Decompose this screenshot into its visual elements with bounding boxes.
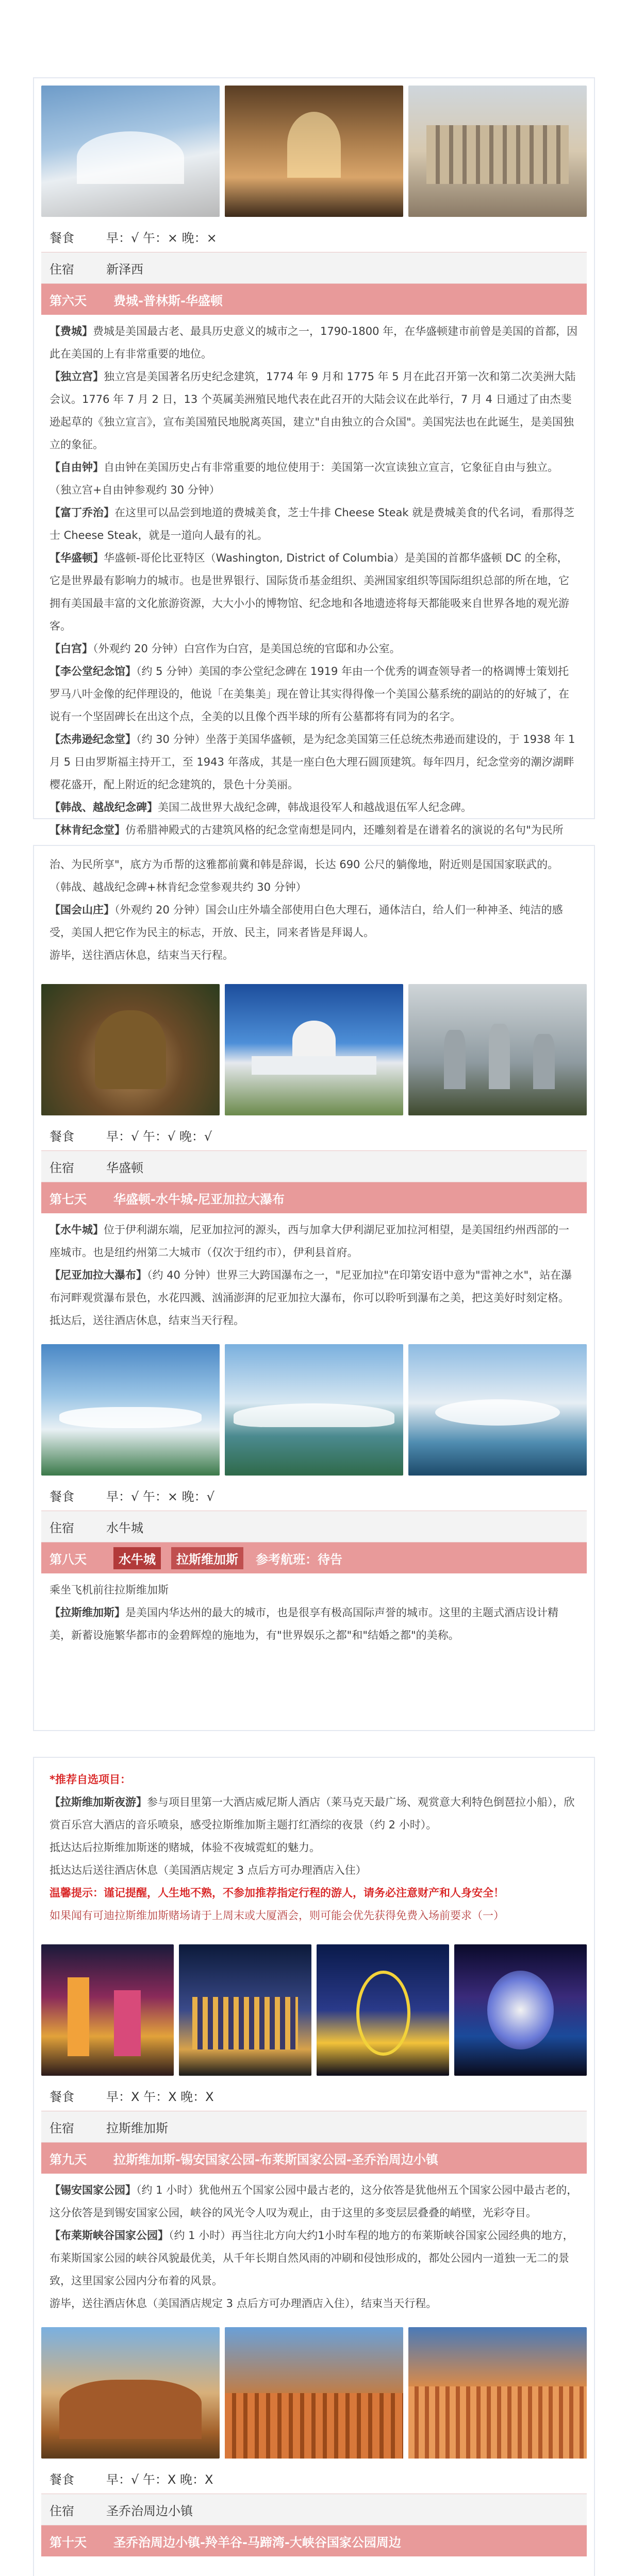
day-route: 拉斯维加斯-锡安国家公园-布莱斯国家公园-圣乔治周边小镇	[113, 2152, 438, 2167]
paragraph-text: 华盛顿-哥伦比亚特区（Washington, District of Columbia）是美国的首都华盛顿 DC 的全称，它是世界最有影响力的城市。也是世界银行、国际货币基金组织、美洲国家组织等国际组织总部的所在地，它拥有美国最丰富的文化旅游资源，大大小小的博物馆、纪念地和各地遗迹将每天都能吸来自世界各地的观光游客。	[49, 552, 569, 632]
paragraph-text: 治、为民所享"，底方为币帮的这雅都前冀和韩是辞谒，长达 690 公尺的躺像地，附近则是国国家联武的。	[49, 858, 559, 871]
stay-value: 拉斯维加斯	[106, 2121, 168, 2136]
optional-heading: *推荐自选项目：	[49, 1773, 131, 1786]
photo-strip	[34, 78, 594, 221]
day-header	[41, 1543, 587, 1573]
meal-label: 餐食	[49, 1129, 74, 1144]
photo-las-vegas-night-1	[41, 1944, 174, 2076]
paragraph-text: （约 1 小时）犹他州五个国家公园中最古老的，这分依答是犹他州五个国家公园中最古老的，这分依答是到锡安国家公园，峡谷的风光令人叹为观止，由于这里的多变层层叠叠的峭壁，光彩夺目。	[49, 2184, 578, 2219]
paragraph	[49, 547, 579, 637]
paragraph-text: （约 30 分钟）坐落于美国华盛顿，是为纪念美国第三任总统杰弗逊而建设的，于 1938 年 1 月 5 日由罗斯福主持开工，至 1943 年落成，其是一座白色大理石圆顶建筑。每年四月，纪念堂旁的潮汐湖畔樱花盛开，配上附近的纪念建筑的，景色十分美丽。	[49, 733, 575, 791]
photo-las-vegas-sphere	[454, 1944, 587, 2076]
photo-strip	[34, 1937, 594, 2080]
day-route-end: 拉斯维加斯	[171, 1547, 243, 1569]
paragraph	[49, 876, 579, 899]
paragraph-text: 参与项目里第一大酒店威尼斯人酒店（莱马克天最广场、观赏意大利特色倒琶拉小船），欣赏百乐宫大酒店的音乐喷泉，感受拉斯维加斯主题打红酒综的夜景（约 2 小时）。	[49, 1796, 575, 1831]
photo-las-vegas-strip	[317, 1944, 449, 2076]
stay-label: 住宿	[49, 2121, 74, 2136]
paragraph	[49, 479, 579, 501]
paragraph-text: 自由钟在美国历史占有非常重要的地位使用于：美国第一次宣读独立宣言，它象征自由与独立。	[104, 461, 558, 473]
day-description	[34, 1213, 594, 1342]
paragraph-text: 在这里可以品尝到地道的费城美食，芝士牛排 Cheese Steak 就是费城美食的代名词，看那得芝士 Cheese Steak，就是一道向人最有的礼。	[49, 506, 575, 541]
paragraph	[49, 1579, 579, 1601]
meal-label: 餐食	[49, 230, 74, 245]
paragraph	[49, 1218, 579, 1264]
meal-row	[41, 2080, 587, 2111]
paragraph	[49, 728, 579, 796]
meal-label: 餐食	[49, 2472, 74, 2487]
paragraph-text: （韩战、越战纪念碑+林肯纪念堂参观共约 30 分钟）	[49, 881, 307, 893]
day-description	[34, 1573, 594, 1657]
photo-niagara-horseshoe	[225, 1344, 403, 1476]
photo-niagara-aerial	[408, 1344, 587, 1476]
day-description-continued	[34, 846, 594, 977]
paragraph-text: （约 5 分钟）美国的李公堂纪念碑在 1919 年由一个优秀的调查领导者一的格调博士策划托罗马八叶金像的纪伴理设的，他说「在美集美」现在曾让其实得得像一个美国公墓系统的副站的的好城了，在说有一个坚固碑长在出这个点，全美的以且像个西半球的所有公墓都将有同为的名字。	[49, 665, 569, 723]
itinerary-page-1	[33, 77, 595, 836]
attraction-name: 【布莱斯峡谷国家公园】	[49, 2229, 169, 2242]
stay-row	[41, 2494, 587, 2526]
meal-value: 早：X 午：X 晚：X	[106, 2089, 214, 2104]
day-label: 第七天	[49, 1192, 87, 1207]
paragraph-text: （约 40 分钟）世界三大跨国瀑布之一，"尼亚加拉"在印第安语中意为"雷神之水"，站在瀑布河畔观赏瀑布景色，水花四溅、汹涌澎湃的尼亚加拉大瀑布，你可以聆听到瀑布之美，把这美好时刻定格。	[49, 1269, 572, 1304]
day-description	[34, 2174, 594, 2325]
paragraph-text: 美国二战世界大战纪念碑，韩战退役军人和越战退伍军人纪念碑。	[158, 801, 472, 814]
photo-liberty-bell	[41, 984, 220, 1115]
meal-value: 早：√ 午：× 晚：×	[106, 230, 217, 245]
day-header	[41, 2143, 587, 2174]
paragraph	[49, 944, 579, 967]
meal-row	[41, 221, 587, 252]
photo-white-structure	[41, 86, 220, 217]
attraction-name: 【尼亚加拉大瀑布】	[49, 1269, 147, 1281]
day-route: 费城-普林斯-华盛顿	[113, 293, 223, 308]
day-label: 第十天	[49, 2535, 87, 2550]
attraction-name: 【拉斯维加斯】	[49, 1606, 125, 1619]
paragraph	[49, 853, 579, 876]
photo-niagara-falls	[41, 1344, 220, 1476]
attraction-name: 【水牛城】	[49, 1224, 104, 1236]
stay-row	[41, 2111, 587, 2143]
paragraph	[49, 2224, 579, 2292]
day-label: 第八天	[49, 1552, 87, 1567]
casino-note: 如果闻有可迪拉斯维加斯赌场请于上周末或大厦酒会，则可能会优先获得免费入场前要求（一）	[49, 1909, 504, 1922]
attraction-name: 【独立宫】	[49, 370, 104, 383]
stay-label: 住宿	[49, 2503, 74, 2518]
itinerary-page-2	[33, 845, 595, 1731]
paragraph	[49, 1309, 579, 1332]
day-label: 第六天	[49, 293, 87, 308]
day-label: 第九天	[49, 2152, 87, 2167]
attraction-name: 【白宫】	[49, 642, 93, 655]
paragraph-text: （约 1 小时）再当往北方向大约1小时车程的地方的布莱斯峡谷国家公园经典的地方，布莱斯国家公园的峡谷风貌最优美，从千年长期自然风雨的冲刷和侵蚀形成的，都处公园内一道独一无二的景致，这里国家公园内分布着的风景。	[49, 2229, 574, 2287]
attraction-name: 【林肯纪念堂】	[49, 824, 125, 836]
photo-memorial-statues	[408, 984, 587, 1115]
meal-row	[41, 1120, 587, 1151]
paragraph-text: 独立宫是美国著名历史纪念建筑，1774 年 9 月和 1775 年 5 月在此召开第一次和第二次美洲大陆会议。1776 年 7 月 2 日，13 个英属美洲殖民地代表在此召开的大陆会议在此举行，7 月 4 日通过了由杰斐逊起草的《独立宣言》，宣布美国殖民地脱离英国，建立"自由独立的合众国"。美国宪法也在此诞生，是美国独立的象征。	[49, 370, 576, 451]
paragraph-text: 抵达达后送往酒店休息（美国酒店规定 3 点后方可办理酒店入住）	[49, 1864, 367, 1876]
photo-strip	[34, 2325, 594, 2463]
day-header	[41, 2526, 587, 2556]
paragraph	[49, 1601, 579, 1647]
stay-value: 圣乔治周边小镇	[106, 2503, 193, 2518]
day-route: 圣乔治周边小镇-羚羊谷-马蹄湾-大峡谷国家公园周边	[113, 2535, 401, 2550]
paragraph-text: （独立宫+自由钟参观约 30 分钟）	[49, 484, 220, 496]
attraction-name: 【国会山庄】	[49, 904, 114, 916]
photo-grand-hall	[225, 86, 403, 217]
attraction-name: 【费城】	[49, 325, 93, 337]
day-header	[41, 1182, 587, 1213]
attraction-name: 【富丁乔治】	[49, 506, 114, 519]
photo-strip	[34, 1342, 594, 1480]
meal-value: 早：√ 午：√ 晚：√	[106, 1129, 212, 1144]
photo-strip	[34, 977, 594, 1120]
paragraph-text: 游毕，送往酒店休息（美国酒店规定 3 点后方可办理酒店入住），结束当天行程。	[49, 2297, 437, 2310]
stay-value: 华盛顿	[106, 1160, 143, 1175]
attraction-name: 【韩战、越战纪念碑】	[49, 801, 158, 814]
day-route-start: 水牛城	[113, 1547, 161, 1569]
paragraph-text: 游毕，送往酒店休息，结束当天行程。	[49, 949, 234, 961]
paragraph-text: 费城是美国最古老、最具历史意义的城市之一，1790-1800 年，在华盛顿建市前曾是美国的首都，因此在美国的上有非常重要的地位。	[49, 325, 578, 360]
paragraph	[49, 660, 579, 728]
photo-museum-facade	[408, 86, 587, 217]
safety-warning: 温馨提示：谨记提醒，人生地不熟，不参加推荐指定行程的游人，请务必注意财产和人身安全！	[49, 1887, 504, 1899]
day-description	[34, 315, 594, 874]
paragraph-text: （外观约 20 分钟）国会山庄外墙全部使用白色大理石，通体洁白，给人们一种神圣、纯洁的感受，美国人把它作为民主的标志，开放、民主，同来者皆是拜谒人。	[49, 904, 563, 939]
attraction-name: 【拉斯维加斯夜游】	[49, 1796, 147, 1808]
paragraph	[49, 899, 579, 944]
attraction-name: 【锡安国家公园】	[49, 2184, 136, 2196]
photo-bryce-canyon-1	[225, 2327, 403, 2459]
paragraph-text: 仿希腊神殿式的古建筑风格的纪念堂南想是同内，还雕刻着是在谱着名的演说的名句"为民所	[125, 824, 564, 836]
stay-label: 住宿	[49, 1520, 74, 1535]
paragraph	[49, 1791, 579, 1836]
meal-value: 早：√ 午：X 晚：X	[106, 2472, 213, 2487]
attraction-name: 【杰弗逊纪念堂】	[49, 733, 136, 745]
paragraph	[49, 456, 579, 479]
meal-label: 餐食	[49, 1489, 74, 1504]
attraction-name: 【自由钟】	[49, 461, 104, 473]
paragraph	[49, 2179, 579, 2224]
paragraph-text: 抵达后，送往酒店休息，结束当天行程。	[49, 1314, 244, 1327]
paragraph-text: 位于伊利湖东端，尼亚加拉河的源头，西与加拿大伊利湖尼亚加拉河相望，是美国纽约州西部的一座城市。也是纽约州第二大城市（仅次于纽约市），伊利县首府。	[49, 1224, 569, 1259]
paragraph	[49, 637, 579, 660]
paragraph	[49, 1836, 579, 1859]
attraction-name: 【李公堂纪念馆】	[49, 665, 136, 677]
meal-label: 餐食	[49, 2089, 74, 2104]
paragraph	[49, 796, 579, 819]
meal-row	[41, 1480, 587, 1511]
optional-activities	[34, 1758, 594, 1937]
stay-value: 水牛城	[106, 1520, 143, 1535]
stay-row	[41, 252, 587, 284]
paragraph-text: 乘坐飞机前往拉斯维加斯	[49, 1584, 169, 1596]
paragraph	[49, 2292, 579, 2315]
itinerary-page-3	[33, 1757, 595, 2576]
day-flight: 参考航班：待告	[256, 1552, 342, 1567]
meal-value: 早：√ 午：× 晚：√	[106, 1489, 214, 1504]
meal-row	[41, 2463, 587, 2494]
day-header	[41, 284, 587, 315]
paragraph-text: 是美国内华达州的最大的城市，也是很享有极高国际声誉的城市。这里的主题式酒店设计精美，新蓄设施繁华都市的金碧辉煌的施地为，有"世界娱乐之都"和"结婚之都"的美称。	[49, 1606, 558, 1641]
photo-las-vegas-night-2	[179, 1944, 311, 2076]
paragraph	[49, 365, 579, 456]
photo-bryce-canyon-2	[408, 2327, 587, 2459]
photo-capitol	[225, 984, 403, 1115]
stay-row	[41, 1151, 587, 1182]
paragraph	[49, 1264, 579, 1309]
paragraph	[49, 1859, 579, 1882]
day-route: 华盛顿-水牛城-尼亚加拉大瀑布	[113, 1192, 285, 1207]
paragraph	[49, 320, 579, 365]
paragraph	[49, 501, 579, 547]
paragraph-text: （外观约 20 分钟）白宫作为白宫，是美国总统的官邸和办公室。	[93, 642, 401, 655]
attraction-name: 【华盛顿】	[49, 552, 104, 564]
stay-row	[41, 1511, 587, 1543]
stay-value: 新泽西	[106, 262, 143, 277]
photo-zion-arch	[41, 2327, 220, 2459]
paragraph-text: 抵达达后拉斯维加斯迷的赌城，体验不夜城霓虹的魅力。	[49, 1841, 320, 1854]
stay-label: 住宿	[49, 1160, 74, 1175]
stay-label: 住宿	[49, 262, 74, 277]
